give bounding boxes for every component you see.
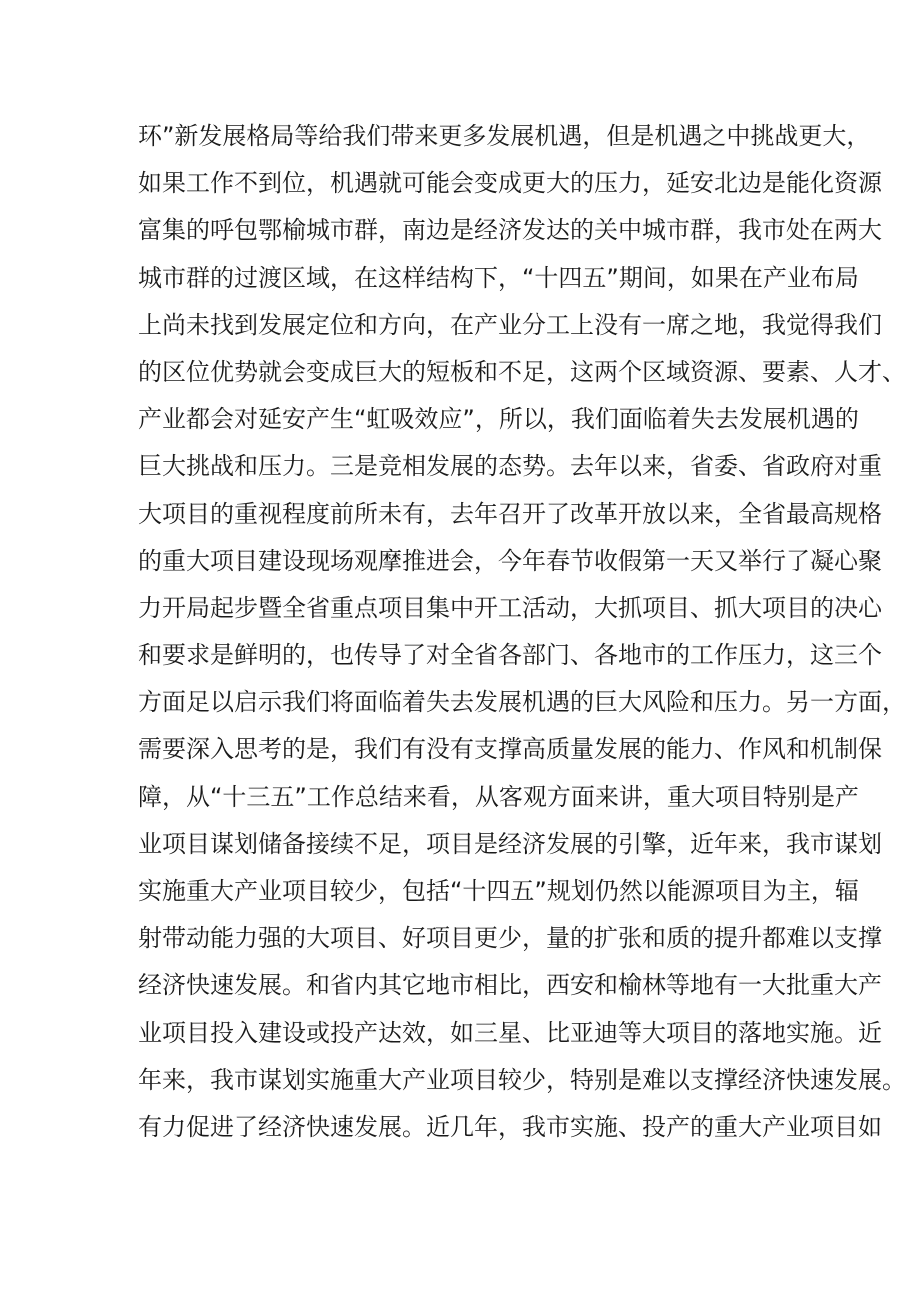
text-line: 力开局起步暨全省重点项目集中开工活动，大抓项目、抓大项目的决心	[138, 593, 882, 622]
text-line: 如果工作不到位，机遇就可能会变成更大的压力，延安北边是能化资源	[138, 169, 882, 198]
text-line: 产业都会对延安产生“虹吸效应”，所以，我们面临着失去发展机遇的	[138, 405, 859, 434]
text-line: 障，从“十三五”工作总结来看，从客观方面来讲，重大项目特别是产	[138, 782, 859, 811]
text-line: 大项目的重视程度前所未有，去年召开了改革开放以来，全省最高规格	[138, 499, 882, 528]
text-line: 富集的呼包鄂榆城市群，南边是经济发达的关中城市群，我市处在两大	[138, 216, 882, 245]
text-line: 的重大项目建设现场观摩推进会，今年春节收假第一天又举行了凝心聚	[138, 546, 882, 575]
text-line: 上尚未找到发展定位和方向，在产业分工上没有一席之地，我觉得我们	[138, 310, 882, 339]
text-line: 射带动能力强的大项目、好项目更少，量的扩张和质的提升都难以支撑	[138, 924, 882, 953]
text-line: 有力促进了经济快速发展。近几年，我市实施、投产的重大产业项目如	[138, 1112, 882, 1141]
text-line: 城市群的过渡区域，在这样结构下，“十四五”期间，如果在产业布局	[138, 263, 859, 292]
text-line: 经济快速发展。和省内其它地市相比，西安和榆林等地有一大批重大产	[138, 971, 882, 1000]
text-line: 年来，我市谋划实施重大产业项目较少，特别是难以支撑经济快速发展。	[138, 1065, 906, 1094]
text-line: 和要求是鲜明的，也传导了对全省各部门、各地市的工作压力，这三个	[138, 641, 882, 670]
text-line: 的区位优势就会变成巨大的短板和不足，这两个区域资源、要素、人才、	[138, 357, 906, 386]
text-line: 方面足以启示我们将面临着失去发展机遇的巨大风险和压力。另一方面，	[138, 688, 906, 717]
text-line: 巨大挑战和压力。三是竞相发展的态势。去年以来，省委、省政府对重	[138, 452, 882, 481]
text-line: 业项目谋划储备接续不足，项目是经济发展的引擎，近年来，我市谋划	[138, 829, 882, 858]
text-line: 环”新发展格局等给我们带来更多发展机遇，但是机遇之中挑战更大，	[138, 122, 871, 150]
text-line: 业项目投入建设或投产达效，如三星、比亚迪等大项目的落地实施。近	[138, 1018, 882, 1047]
text-line: 实施重大产业项目较少，包括“十四五”规划仍然以能源项目为主，辐	[138, 877, 859, 905]
body-text	[138, 113, 906, 1151]
text-line: 需要深入思考的是，我们有没有支撑高质量发展的能力、作风和机制保	[138, 735, 882, 764]
